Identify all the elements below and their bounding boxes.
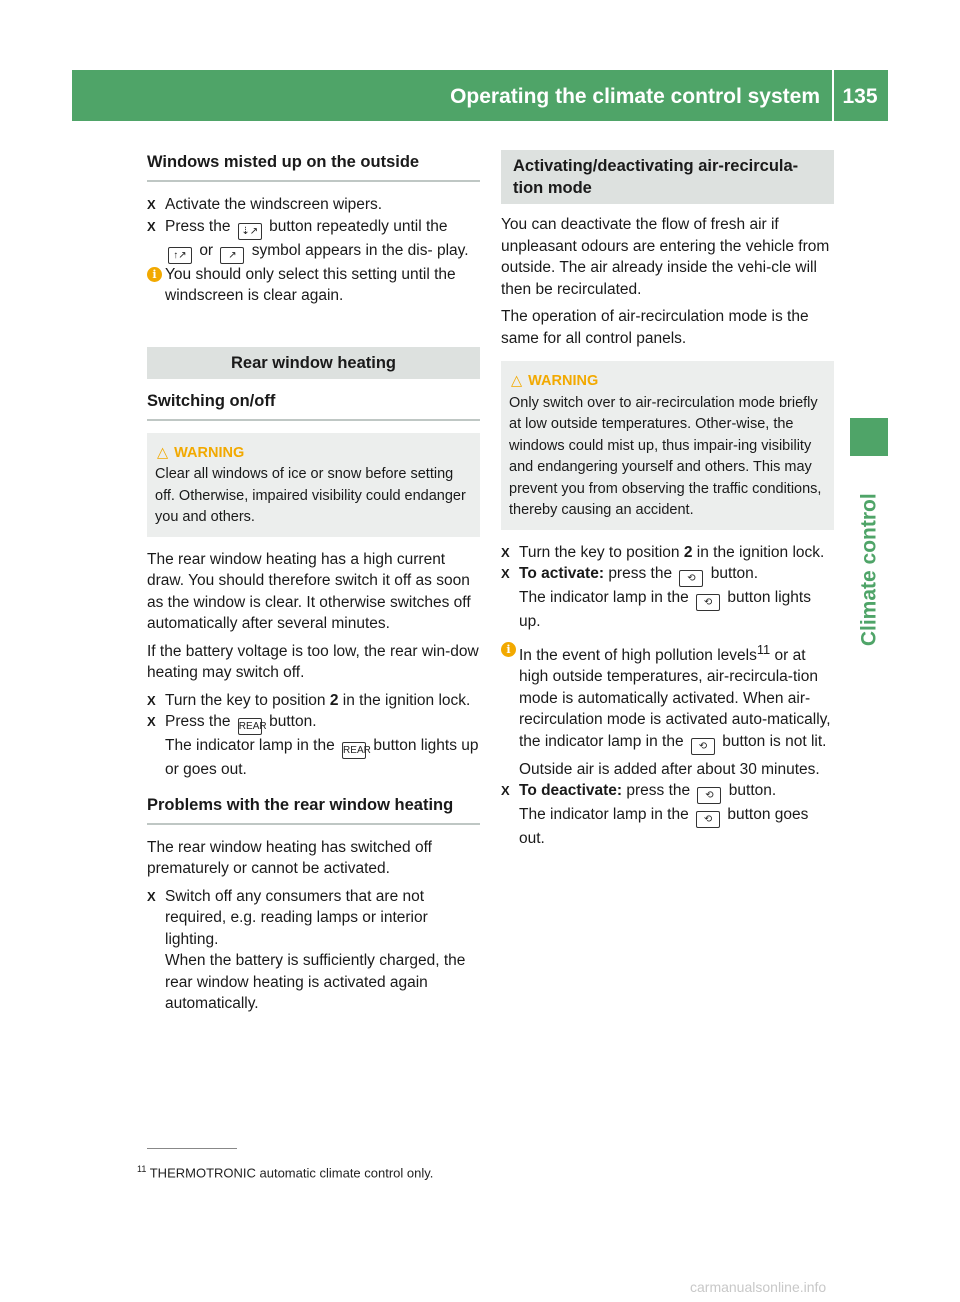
warning-header: △ WARNING [157, 444, 245, 461]
step-item: X Press the ⇣↗ button repeatedly until the ↑↗ or ↗ symbol appears in the dis- play. [147, 216, 480, 264]
info-note: i In the event of high pollution levels$^{11}$ or at high outside temperatures, air-recircula-tion mode is automatically activated. When air-recirculation mode is activated auto-matically, the indicator lamp in the ⟲ button is not lit. Outside air is added after about 30 minutes. [501, 639, 834, 781]
subsection-heading: Switching on/off [147, 389, 480, 421]
recirculation-icon: ⟲ [696, 811, 720, 828]
step-arrow-icon: X [147, 714, 156, 729]
warning-text: Clear all windows of ice or snow before setting off. Otherwise, impaired visibility could endanger you and others. [155, 466, 466, 525]
section-heading: Problems with the rear window heating [147, 793, 480, 825]
warning-triangle-icon: △ [157, 444, 169, 461]
body-paragraph: If the battery voltage is too low, the rear win-dow heating may switch off. [147, 642, 479, 681]
step-item: X To activate: press the ⟲ button. The indicator lamp in the ⟲ button lights up. [501, 565, 811, 630]
warning-box [147, 433, 480, 537]
airflow-windscreen-icon: ↗ [220, 247, 244, 264]
info-icon: i [501, 642, 516, 657]
step-item: X Turn the key to position 2 in the ignition lock. [501, 542, 834, 564]
step-arrow-icon: X [147, 888, 156, 904]
step-arrow-icon: X [147, 692, 156, 708]
side-tab [852, 470, 886, 670]
recirculation-icon: ⟲ [696, 594, 720, 611]
warning-text: Only switch over to air-recirculation mode briefly at low outside temperatures. Other-wise, the windows could mist up, thus impair-ing visibility and endangering yourself and others. This may prevent you from observing the traffic conditions, thereby causing an accident. [509, 394, 822, 518]
recirculation-icon: ⟲ [697, 787, 721, 804]
side-tab-marker [850, 418, 888, 456]
section-heading-box: Activating/deactivating air-recircula-tion mode [501, 150, 834, 204]
right-column [501, 150, 834, 850]
rear-window-heating-icon: REAR [342, 742, 366, 759]
step-arrow-icon: X [501, 566, 510, 581]
warning-box [501, 361, 834, 530]
body-paragraph: The operation of air-recirculation mode is the same for all control panels. [501, 308, 809, 347]
body-paragraph: The rear window heating has a high current draw. You should therefore switch it off as soon as the window is clear. It otherwise switches off automatically after several minutes. [147, 550, 471, 632]
step-item: X To deactivate: press the ⟲ button. The indicator lamp in the ⟲ button goes out. [501, 782, 809, 848]
step-arrow-icon: X [501, 783, 510, 799]
info-note: i You should only select this setting until the windscreen is clear again. [147, 264, 480, 307]
watermark: carmanualsonline.info [690, 1279, 827, 1295]
step-arrow-icon: X [501, 544, 510, 560]
airflow-mode-icon: ⇣↗ [238, 223, 262, 240]
step-item: X Activate the windscreen wipers. [147, 194, 480, 216]
side-tab-label: Climate control [857, 493, 881, 647]
step-arrow-icon: X [147, 218, 156, 234]
step-arrow-icon: X [147, 197, 156, 212]
footnote: $^{11}$ THERMOTRONIC automatic climate control only. [137, 1164, 434, 1181]
step-item: X Switch off any consumers that are not required, e.g. reading lamps or interior lighting. When the battery is sufficiently charged, the rear window heating is activated again automatically. [147, 887, 466, 1012]
section-heading: Windows misted up on the outside [147, 150, 480, 182]
warning-triangle-icon: △ [511, 373, 523, 389]
page-number: 135 [842, 85, 878, 108]
footnote-rule [147, 1148, 237, 1149]
airflow-windscreen-footwell-icon: ↑↗ [168, 247, 192, 264]
warning-header: △ WARNING [511, 373, 599, 389]
page-title: Operating the climate control system [450, 85, 820, 108]
left-column [147, 150, 480, 1015]
step-item: X Press the REAR button. The indicator lamp in the REAR button lights up or goes out. [147, 713, 479, 778]
recirculation-icon: ⟲ [679, 570, 703, 587]
recirculation-icon: ⟲ [691, 738, 715, 755]
info-icon: i [147, 267, 162, 282]
body-paragraph: You can deactivate the flow of fresh air if unpleasant odours are entering the vehicle from outside. The air already inside the vehi-cle will then be recirculated. [501, 216, 830, 298]
step-item: X Turn the key to position 2 in the ignition lock. [147, 690, 480, 712]
section-heading-box: Rear window heating [147, 347, 480, 379]
rear-window-heating-icon: REAR [238, 718, 262, 735]
header-divider [832, 70, 834, 121]
body-paragraph: The rear window heating has switched off prematurely or cannot be activated. [147, 838, 432, 877]
